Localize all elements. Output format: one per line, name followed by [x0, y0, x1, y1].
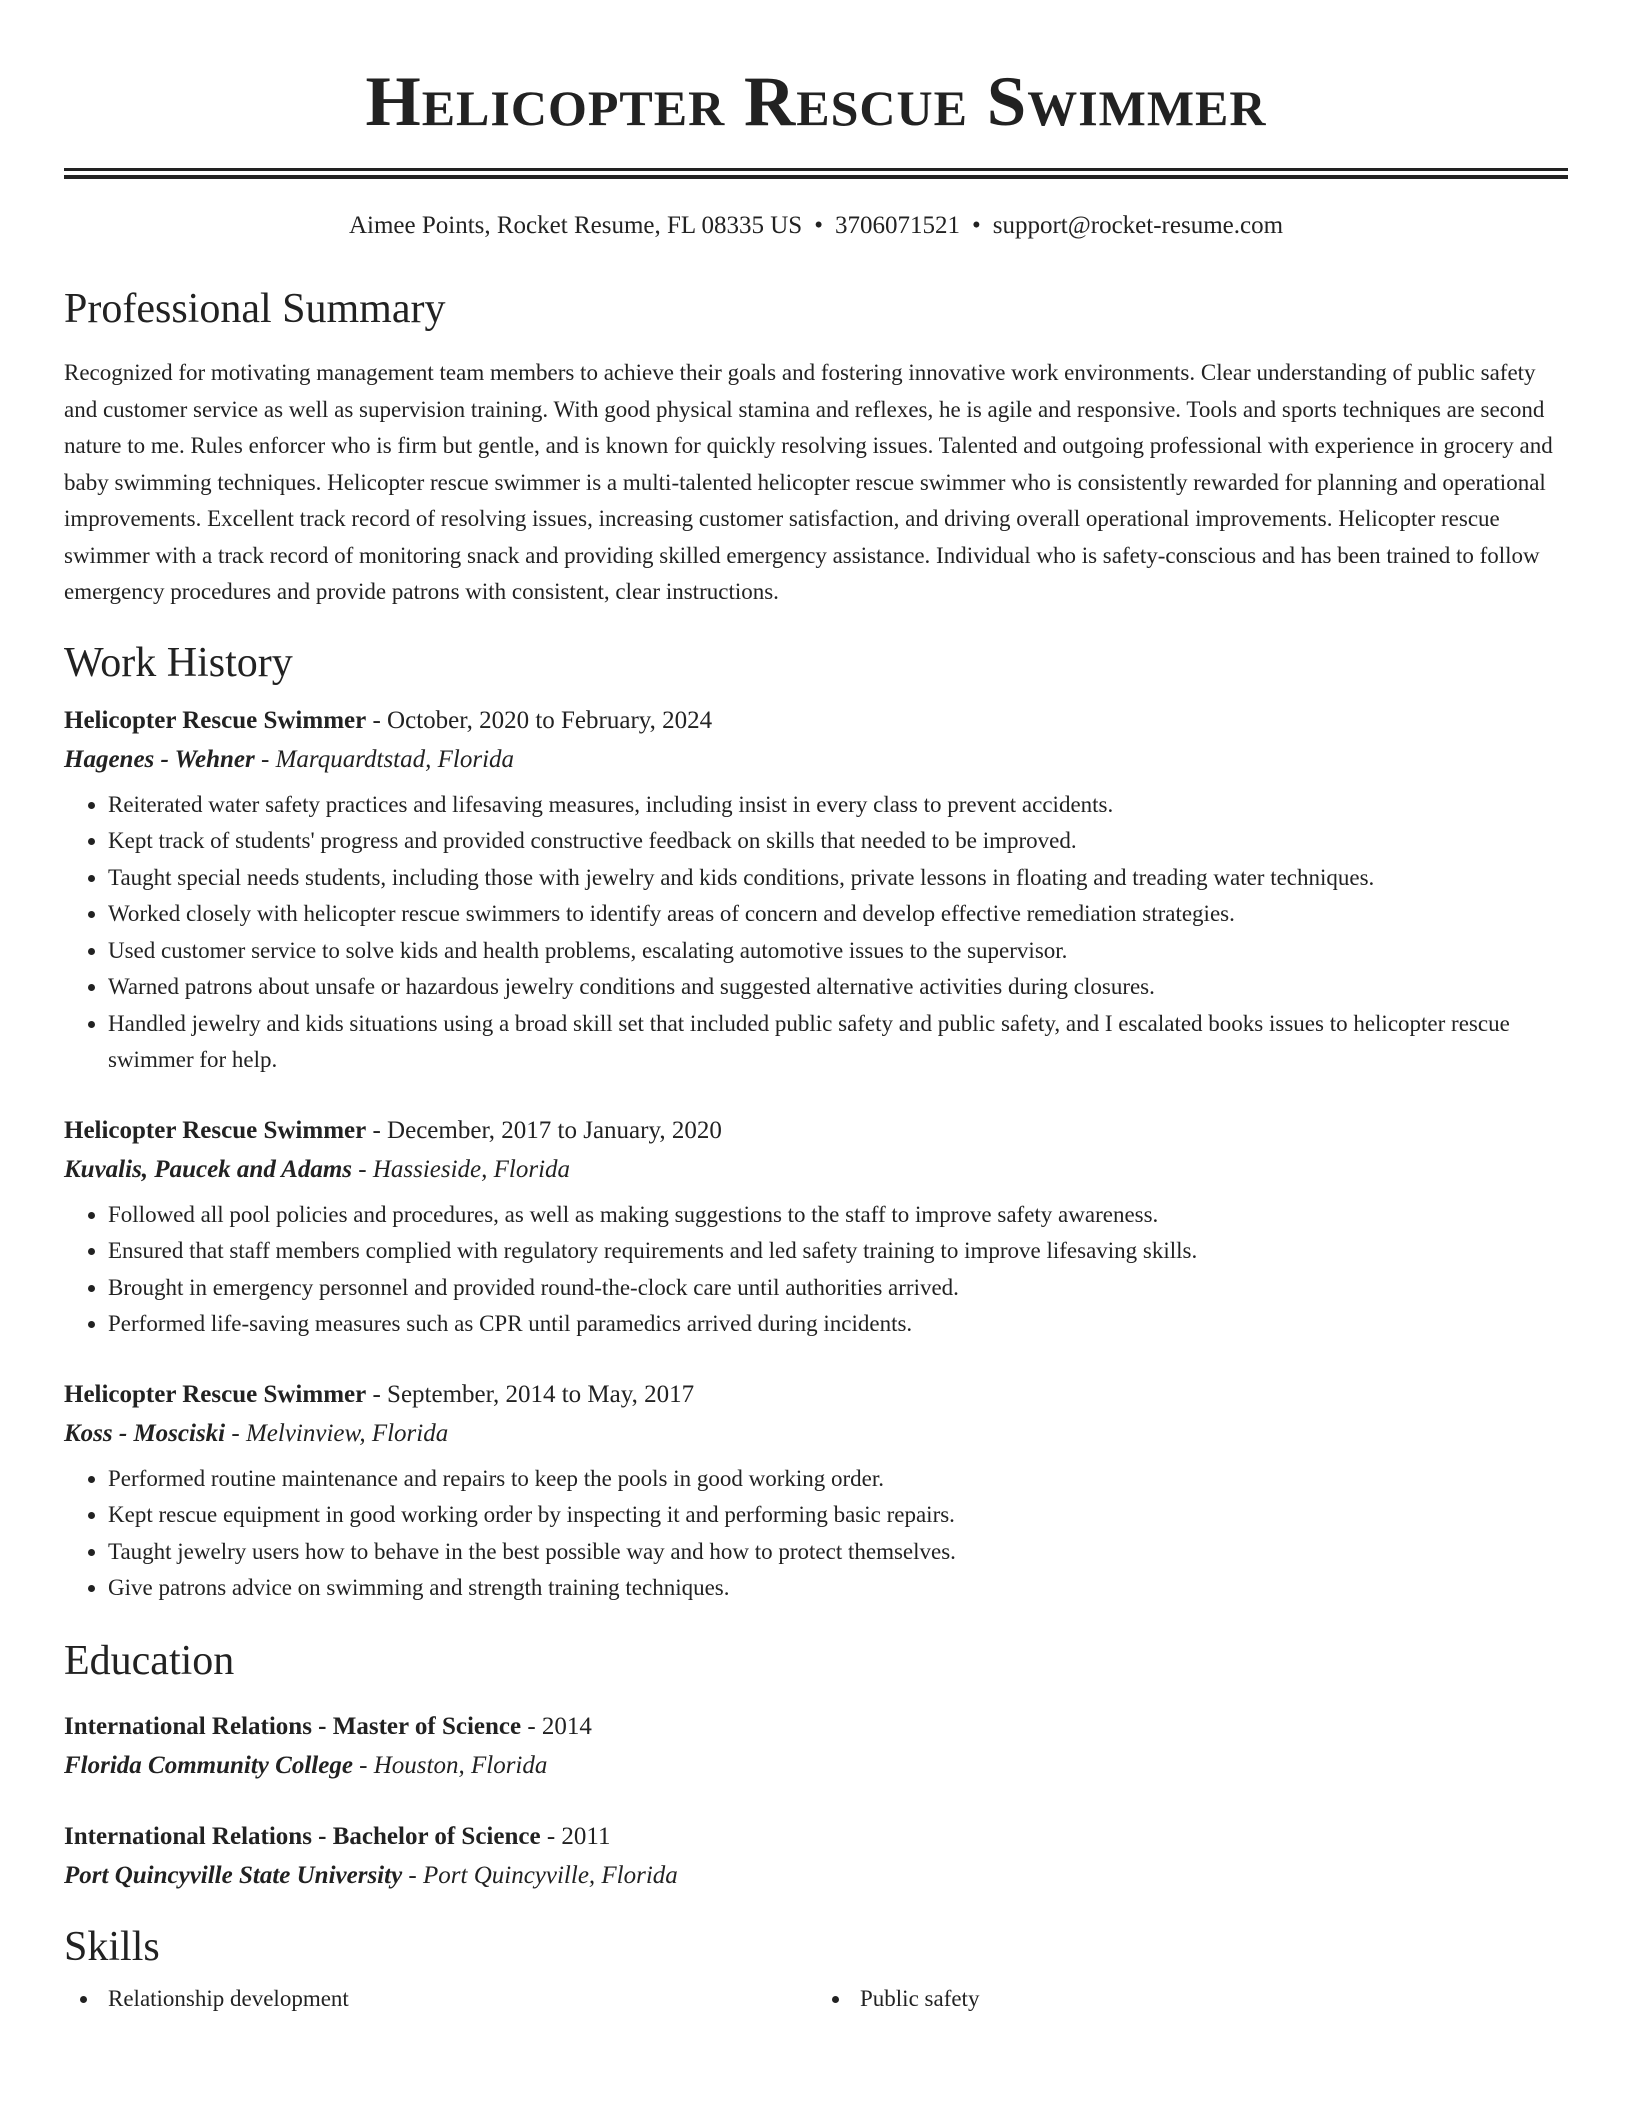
job-location: - Melvinview, Florida [225, 1419, 449, 1447]
contact-email: support@rocket-resume.com [992, 212, 1284, 239]
job-bullets [64, 787, 1568, 1079]
list-item: • Taught jewelry users how to behave in the best possible way and how to protect themselves. [108, 1534, 1568, 1571]
job-entry [64, 1111, 1568, 1343]
education-school: Port Quincyville State University [64, 1861, 403, 1889]
list-item: • Performed routine maintenance and repairs to keep the pools in good working order. [108, 1461, 1568, 1498]
resume-title: Helicopter Rescue Swimmer [365, 63, 1267, 141]
list-item: • Worked closely with helicopter rescue swimmers to identify areas of concern and develop effective remediation strategies. [108, 896, 1568, 933]
education-degree: International Relations - Master of Science [64, 1712, 522, 1740]
education-degree-line [64, 1707, 1568, 1747]
education-year: - 2014 [521, 1712, 592, 1740]
list-item: • Taught special needs students, including those with jewelry and kids conditions, private lessons in floating and treading water techniques. [108, 860, 1568, 897]
list-item: • Reiterated water safety practices and lifesaving measures, including insist in every class to prevent accidents. [108, 787, 1568, 824]
job-header [64, 701, 1568, 741]
list-item: • Give patrons advice on swimming and strength training techniques. [108, 1570, 1568, 1607]
list-item: • Kept rescue equipment in good working order by inspecting it and performing basic repairs. [108, 1497, 1568, 1534]
education-location: - Houston, Florida [352, 1751, 548, 1779]
job-employer [64, 1151, 1568, 1189]
list-item: • Kept track of students' progress and provided constructive feedback on skills that needed to be improved. [108, 823, 1568, 860]
job-title: Helicopter Rescue Swimmer [64, 1116, 367, 1144]
job-entry [64, 701, 1568, 1079]
education-entry [64, 1707, 1568, 1785]
job-title: Helicopter Rescue Swimmer [64, 706, 367, 734]
contact-line [64, 209, 1568, 243]
contact-address: Aimee Points, Rocket Resume, FL 08335 US [348, 212, 803, 239]
education-school-line [64, 1747, 1568, 1785]
education-year: - 2011 [540, 1822, 611, 1850]
summary-text: Recognized for motivating management team members to achieve their goals and fostering innovative work environments. Clear understanding of public safety and customer service as well as supervision training. With good physical stamina and reflexes, he is agile and responsive. Tools and sports techniques are second nature to me. Rules enforcer who is firm but gentle, and is known for quickly resolving issues. Talented and outgoing professional with experience in grocery and baby swimming techniques. Helicopter rescue swimmer is a multi-talented helicopter rescue swimmer who is consistently rewarded for planning and operational improvements. Excellent track record of resolving issues, increasing customer satisfaction, and driving overall operational improvements. Helicopter rescue swimmer with a track record of monitoring snack and providing skilled emergency assistance. Individual who is safety-conscious and has been trained to follow emergency procedures and provide patrons with consistent, clear instructions. [64, 360, 1553, 604]
education-degree: International Relations - Bachelor of Science [64, 1822, 541, 1850]
job-entry [64, 1375, 1568, 1607]
contact-phone: 3706071521 [834, 212, 960, 239]
job-bullets [64, 1461, 1568, 1607]
education-heading: Education [64, 1637, 235, 1684]
list-item: • Brought in emergency personnel and provided round-the-clock care until authorities arrived. [108, 1270, 1568, 1307]
contact-separator: • [814, 212, 823, 239]
skills-list [64, 1981, 1568, 2017]
job-location: - Marquardtstad, Florida [254, 745, 515, 773]
job-employer [64, 741, 1568, 779]
job-header [64, 1375, 1568, 1415]
list-item: • Followed all pool policies and procedures, as well as making suggestions to the staff to improve safety awareness. [108, 1197, 1568, 1234]
job-company: Kuvalis, Paucek and Adams [64, 1155, 352, 1183]
education-degree-line [64, 1817, 1568, 1857]
job-dates: - October, 2020 to February, 2024 [366, 706, 713, 734]
job-title: Helicopter Rescue Swimmer [64, 1380, 367, 1408]
skill-item: Relationship development [64, 1981, 816, 2017]
list-item: • Ensured that staff members complied with regulatory requirements and led safety training to improve lifesaving skills. [108, 1233, 1568, 1270]
skill-item: Public safety [816, 1981, 1568, 2017]
job-employer [64, 1415, 1568, 1453]
list-item: • Warned patrons about unsafe or hazardous jewelry conditions and suggested alternative activities during closures. [108, 969, 1568, 1006]
education-entry [64, 1817, 1568, 1895]
skills-heading: Skills [64, 1923, 160, 1970]
list-item: • Performed life-saving measures such as CPR until paramedics arrived during incidents. [108, 1306, 1568, 1343]
list-item: • Handled jewelry and kids situations using a broad skill set that included public safety and public safety, and I escalated books issues to helicopter rescue swimmer for help. [108, 1006, 1568, 1079]
job-company: Hagenes - Wehner [64, 745, 255, 773]
job-bullets [64, 1197, 1568, 1343]
work-history-heading: Work History [64, 639, 293, 686]
education-school-line [64, 1857, 1568, 1895]
job-dates: - December, 2017 to January, 2020 [366, 1116, 722, 1144]
education-school: Florida Community College [64, 1751, 353, 1779]
job-company: Koss - Mosciski [64, 1419, 226, 1447]
job-header [64, 1111, 1568, 1151]
list-item: • Used customer service to solve kids and health problems, escalating automotive issues to the supervisor. [108, 933, 1568, 970]
education-location: - Port Quincyville, Florida [402, 1861, 678, 1889]
contact-separator: • [971, 212, 981, 239]
job-location: - Hassieside, Florida [352, 1155, 571, 1183]
summary-heading: Professional Summary [64, 286, 446, 332]
job-dates: - September, 2014 to May, 2017 [366, 1380, 695, 1408]
title-divider [64, 168, 1568, 179]
